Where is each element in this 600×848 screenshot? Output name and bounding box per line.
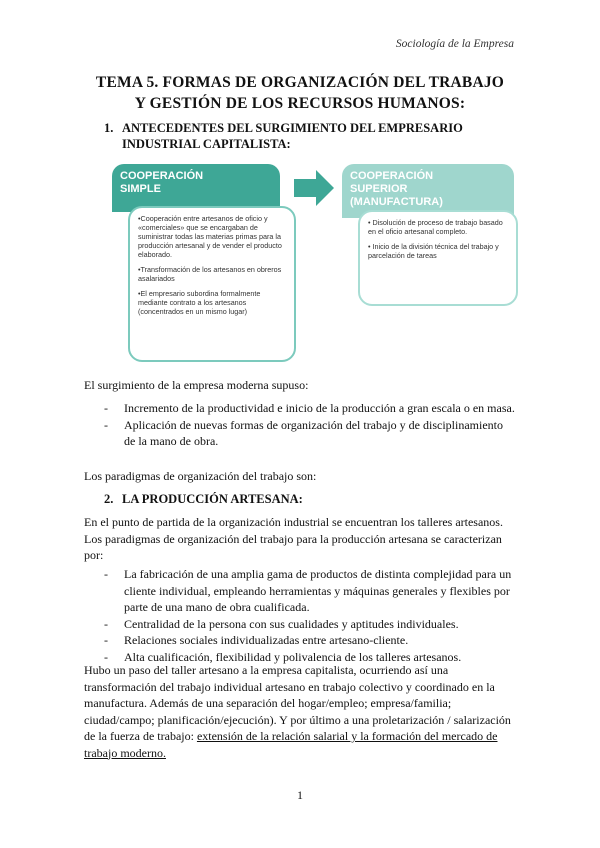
superior-item: • Inicio de la división técnica del trabajo y parcelación de tareas bbox=[368, 242, 499, 260]
list-item: - Alta cualificación, flexibilidad y polivalencia de los talleres artesanos. bbox=[104, 649, 516, 666]
list-1 bbox=[104, 400, 516, 450]
page-number: 1 bbox=[297, 788, 303, 802]
section-1-title-line-2: INDUSTRIAL CAPITALISTA: bbox=[122, 137, 291, 151]
superior-cooperation-body bbox=[358, 210, 518, 306]
list-2 bbox=[104, 566, 516, 665]
simple-item: •Cooperación entre artesanos de oficio y «comerciales» que se encargaban de suministrar todas las materias primas para la producción artesanal y de vender el producto elaborado. bbox=[138, 214, 282, 259]
title-line-2: Y GESTIÓN DE LOS RECURSOS HUMANOS: bbox=[134, 95, 466, 112]
superior-cooperation-title-3: (MANUFACTURA) bbox=[350, 196, 443, 208]
paragraph-3-text: Hubo un paso del taller artesano a la empresa capitalista, ocurriendo así una transformación del trabajo individual artesano en trabajo colectivo y coordinado en la manufactura. Además de una separación del hogar/empleo; empresa/familia; ciudad/campo; planificación/ejecución). Y por último a una proletarización / salarización de la fuerza de trabajo: bbox=[84, 663, 511, 743]
section-1-heading bbox=[104, 120, 524, 152]
list-item: - Incremento de la productividad e inicio de la producción a gran escala o en masa. bbox=[104, 400, 516, 417]
section-2-heading bbox=[104, 492, 303, 507]
superior-cooperation-title-1: COOPERACIÓN bbox=[350, 170, 434, 182]
list-item: - Aplicación de nuevas formas de organización del trabajo y de disciplinamiento de la mano de obra. bbox=[104, 417, 516, 450]
superior-cooperation-title-2: SUPERIOR bbox=[350, 183, 408, 195]
section-2-title: LA PRODUCCIÓN ARTESANA: bbox=[122, 492, 303, 506]
paragraph-2: En el punto de partida de la organización industrial se encuentran los talleres artesanos. Los paradigmas de organización del trabajo para la producción artesana se caracterizan por: bbox=[84, 515, 503, 562]
simple-cooperation-header bbox=[112, 164, 280, 212]
simple-cooperation-title-1: COOPERACIÓN bbox=[120, 170, 204, 182]
section-2-number: 2. bbox=[104, 492, 114, 506]
simple-item: •El empresario subordina formalmente mediante contrato a los artesanos (concentrados en un mismo lugar) bbox=[138, 289, 261, 316]
paragraph-3 bbox=[84, 662, 516, 761]
section-1-number: 1. bbox=[104, 121, 114, 135]
superior-item: • Disolución de proceso de trabajo basado en el oficio artesanal completo. bbox=[368, 218, 503, 236]
simple-cooperation-body bbox=[128, 206, 296, 362]
running-header: Sociología de la Empresa bbox=[395, 38, 514, 50]
section-1-title-line-1: ANTECEDENTES DEL SURGIMIENTO DEL EMPRESARIO bbox=[122, 121, 463, 135]
cooperation-diagram bbox=[108, 160, 524, 360]
paragraph-3-underlined: extensión de la relación salarial y la formación del mercado de trabajo moderno. bbox=[84, 729, 498, 760]
page-title bbox=[60, 72, 540, 114]
list-item: - La fabricación de una amplia gama de productos de distinta complejidad para un cliente individual, empleando herramientas y máquinas generales y flexibles por parte de una mano de obra cualificada. bbox=[104, 566, 516, 616]
right-arrow-icon bbox=[294, 170, 334, 206]
title-line-1: TEMA 5. FORMAS DE ORGANIZACIÓN DEL TRABAJO bbox=[95, 74, 505, 91]
intro-paragraph-2: Los paradigmas de organización del trabajo son: bbox=[84, 469, 317, 483]
simple-item: •Transformación de los artesanos en obreros asalariados bbox=[138, 265, 282, 283]
list-item: - Centralidad de la persona con sus cualidades y aptitudes individuales. bbox=[104, 616, 516, 633]
list-item: - Relaciones sociales individualizadas entre artesano-cliente. bbox=[104, 632, 516, 649]
intro-paragraph-1: El surgimiento de la empresa moderna supuso: bbox=[84, 378, 309, 392]
simple-cooperation-title-2: SIMPLE bbox=[120, 183, 161, 195]
